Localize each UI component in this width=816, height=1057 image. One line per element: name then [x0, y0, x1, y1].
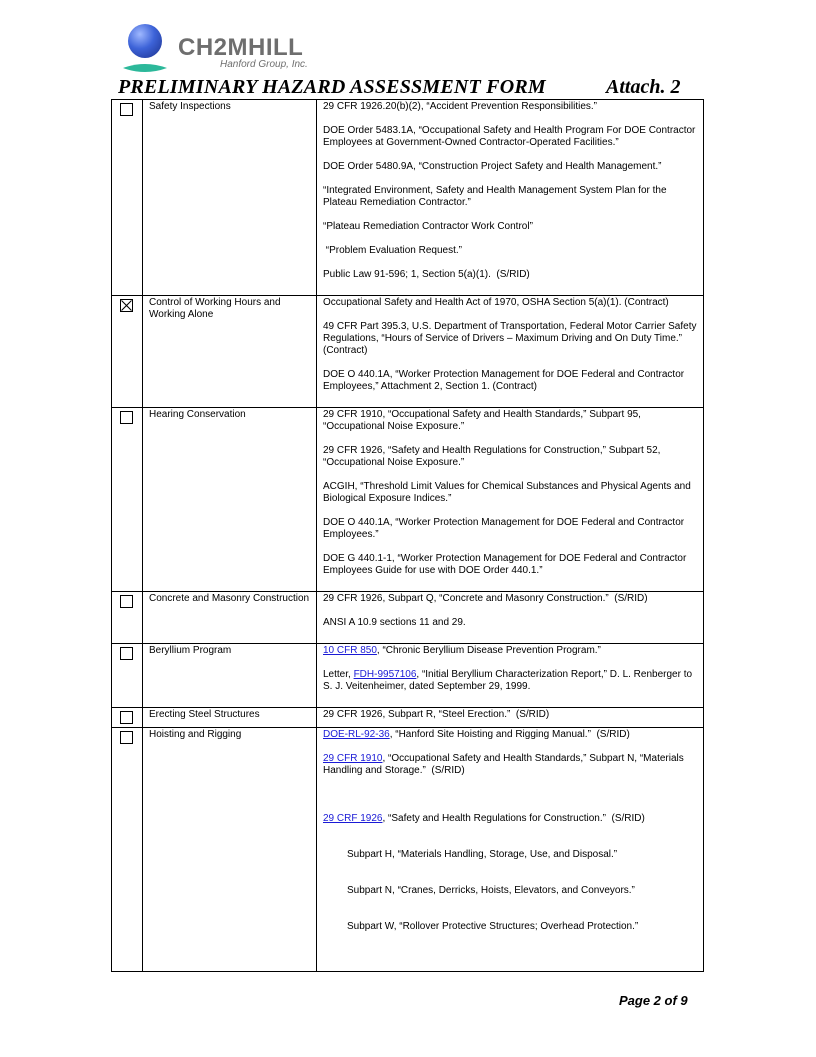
- reference-text: , “Chronic Beryllium Disease Prevention Program.”: [376, 645, 601, 656]
- reference-list: [317, 644, 704, 708]
- reference-text: , “Initial Beryllium Characterization Report,” D. L. Renberger to S. J. Veitenheimer, dated September 29, 1999.: [323, 669, 693, 692]
- reference-item: [323, 753, 697, 777]
- check-x-icon: [121, 300, 132, 311]
- table-row: [112, 296, 704, 408]
- hazard-checkbox[interactable]: [120, 103, 133, 116]
- reference-item: 29 CFR 1926, “Safety and Health Regulations for Construction,” Subpart 52, “Occupational Noise Exposure.”: [323, 445, 661, 468]
- table-row: [112, 644, 704, 708]
- reference-list: [317, 728, 704, 972]
- reference-link[interactable]: DOE-RL-92-36: [323, 729, 390, 740]
- reference-item: ACGIH, “Threshold Limit Values for Chemical Substances and Physical Agents and Biological Exposure Indices.”: [323, 481, 691, 504]
- hazard-name: Control of Working Hours and Working Alone: [143, 296, 317, 408]
- reference-item: ANSI A 10.9 sections 11 and 29.: [323, 617, 466, 628]
- company-logo: [122, 22, 332, 78]
- logo-swoosh-icon: [122, 62, 168, 74]
- reference-item: Public Law 91-596; 1, Section 5(a)(1). (S/RID): [323, 269, 530, 280]
- reference-item: “Plateau Remediation Contractor Work Control”: [323, 221, 533, 232]
- reference-text: , “Occupational Safety and Health Standards,” Subpart N, “Materials Handling and Storage.” (S/RID): [323, 753, 687, 776]
- reference-item: Occupational Safety and Health Act of 1970, OSHA Section 5(a)(1). (Contract): [323, 297, 669, 308]
- reference-text: , “Hanford Site Hoisting and Rigging Manual.” (S/RID): [389, 729, 630, 740]
- hazard-checkbox[interactable]: [120, 595, 133, 608]
- table-row: [112, 728, 704, 972]
- hazard-name: Hoisting and Rigging: [143, 728, 317, 972]
- form-title: PRELIMINARY HAZARD ASSESSMENT FORM: [118, 76, 546, 98]
- reference-link[interactable]: 29 CFR 1910: [323, 753, 383, 764]
- table-row: [112, 592, 704, 644]
- reference-item: DOE O 440.1A, “Worker Protection Management for DOE Federal and Contractor Employees,” Attachment 2, Section 1. (Contract): [323, 369, 685, 392]
- logo-name: CH2MHILL: [178, 34, 304, 61]
- hazard-name: Erecting Steel Structures: [143, 708, 317, 728]
- reference-item: [323, 789, 697, 957]
- table-row: [112, 408, 704, 592]
- reference-link[interactable]: 29 CRF 1926: [323, 813, 383, 824]
- reference-item: “Integrated Environment, Safety and Health Management System Plan for the Plateau Remediation Contractor.”: [323, 185, 667, 208]
- page-number: Page 2 of 9: [619, 993, 688, 1008]
- reference-item: [323, 669, 697, 693]
- reference-item: “Problem Evaluation Request.”: [323, 245, 462, 256]
- reference-list: [317, 592, 704, 644]
- hazard-checkbox[interactable]: [120, 411, 133, 424]
- subpart-item: Subpart N, “Cranes, Derricks, Hoists, Elevators, and Conveyors.”: [347, 885, 635, 896]
- reference-item: [323, 729, 697, 741]
- hazard-checkbox-checked[interactable]: [120, 299, 133, 312]
- hazard-checkbox[interactable]: [120, 647, 133, 660]
- reference-link[interactable]: FDH-9957106: [353, 669, 417, 680]
- logo-sphere-icon: [128, 24, 162, 58]
- reference-list: [317, 296, 704, 408]
- reference-item: [323, 645, 697, 657]
- table-row: [112, 708, 704, 728]
- reference-text: , “Safety and Health Regulations for Construction.” (S/RID): [382, 813, 645, 824]
- reference-prefix: Letter,: [323, 669, 354, 680]
- reference-item: 29 CFR 1926, Subpart R, “Steel Erection.” (S/RID): [323, 709, 550, 720]
- reference-item: 29 CFR 1910, “Occupational Safety and Health Standards,” Subpart 95, “Occupational Noise Exposure.”: [323, 409, 641, 432]
- reference-list: [317, 708, 704, 728]
- hazard-name: Safety Inspections: [143, 100, 317, 296]
- logo-subtitle: Hanford Group, Inc.: [220, 59, 308, 70]
- reference-list: [317, 100, 704, 296]
- reference-item: 29 CFR 1926, Subpart Q, “Concrete and Masonry Construction.” (S/RID): [323, 593, 648, 604]
- hazard-name: Hearing Conservation: [143, 408, 317, 592]
- hazard-table: [111, 99, 704, 972]
- reference-link[interactable]: 10 CFR 850: [323, 645, 377, 656]
- hazard-checkbox[interactable]: [120, 711, 133, 724]
- hazard-name: Beryllium Program: [143, 644, 317, 708]
- subpart-item: Subpart H, “Materials Handling, Storage, Use, and Disposal.”: [347, 849, 618, 860]
- attachment-label: Attach. 2: [606, 76, 681, 98]
- hazard-checkbox[interactable]: [120, 731, 133, 744]
- table-row: [112, 100, 704, 296]
- reference-item: DOE O 440.1A, “Worker Protection Management for DOE Federal and Contractor Employees.”: [323, 517, 685, 540]
- hazard-name: Concrete and Masonry Construction: [143, 592, 317, 644]
- reference-item: 29 CFR 1926.20(b)(2), “Accident Prevention Responsibilities.”: [323, 101, 598, 112]
- subpart-item: Subpart W, “Rollover Protective Structures; Overhead Protection.”: [347, 921, 639, 932]
- reference-item: DOE Order 5483.1A, “Occupational Safety and Health Program For DOE Contractor Employees at Government-Owned Contractor-Operated Facilities.”: [323, 125, 696, 148]
- reference-item: DOE Order 5480.9A, “Construction Project Safety and Health Management.”: [323, 161, 662, 172]
- reference-list: [317, 408, 704, 592]
- reference-item: 49 CFR Part 395.3, U.S. Department of Transportation, Federal Motor Carrier Safety Regulations, “Hours of Service of Drivers – Maximum Driving and On Duty Time.” (Contract): [323, 321, 697, 356]
- reference-item: DOE G 440.1-1, “Worker Protection Management for DOE Federal and Contractor Employees Guide for use with DOE Order 440.1.”: [323, 553, 687, 576]
